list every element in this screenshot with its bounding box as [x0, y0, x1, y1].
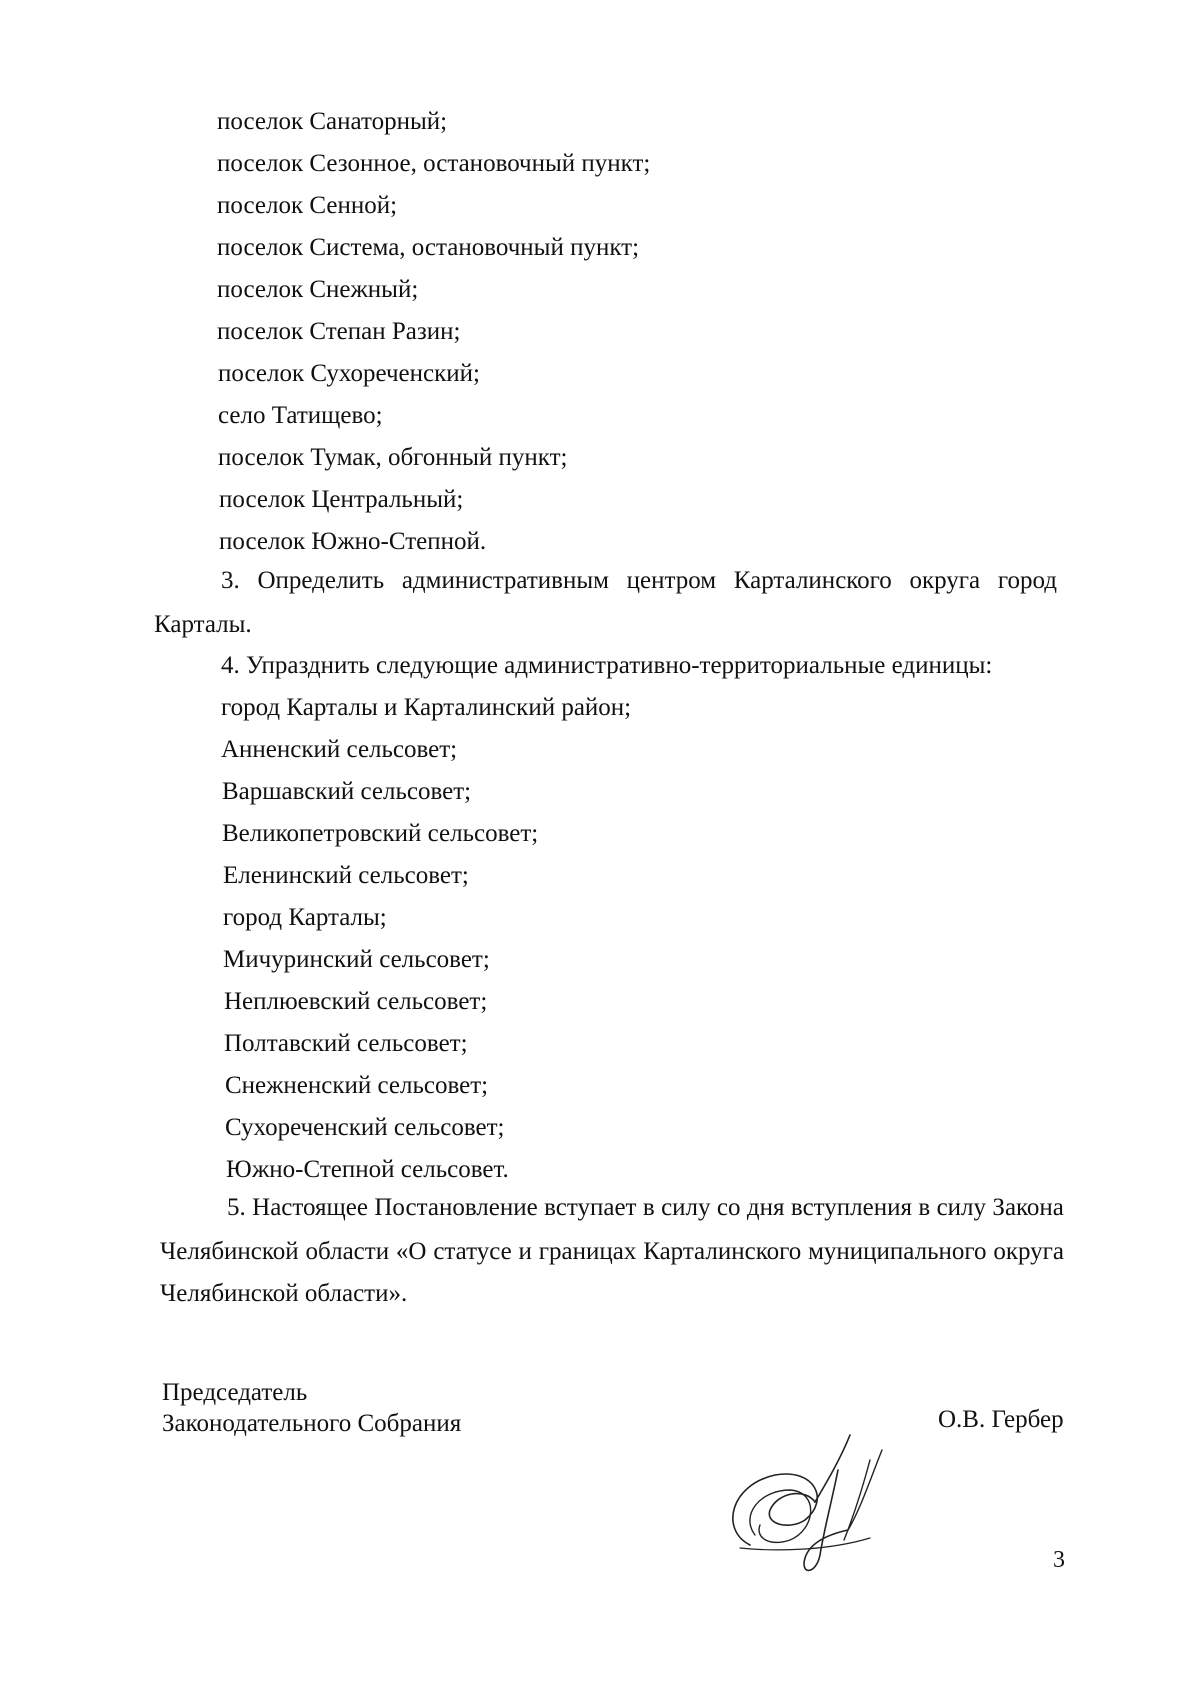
signature-stroke — [804, 1435, 850, 1570]
list-item: поселок Степан Разин; — [217, 318, 461, 345]
list-item: Мичуринский сельсовет; — [223, 946, 490, 973]
list-item: поселок Система, остановочный пункт; — [217, 234, 640, 261]
handwritten-signature — [720, 1430, 940, 1580]
list-item: Анненский сельсовет; — [221, 736, 458, 763]
signatory-title-line-2: Законодательного Собрания — [162, 1410, 462, 1437]
list-item: Еленинский сельсовет; — [223, 862, 469, 889]
list-item: поселок Санаторный; — [217, 108, 448, 135]
item-3-line-2: Карталы. — [154, 611, 252, 638]
list-item: поселок Южно-Степной. — [219, 528, 487, 555]
page-number: 3 — [1053, 1547, 1065, 1573]
item-5-line-1: 5. Настоящее Постановление вступает в силу со дня вступления в силу Закона — [227, 1194, 1064, 1221]
list-item: Сухореченский сельсовет; — [225, 1114, 505, 1141]
item-4-intro: 4. Упразднить следующие административно-территориальные единицы: — [221, 652, 993, 679]
signature-stroke — [740, 1538, 870, 1550]
signatory-name: О.В. Гербер — [938, 1406, 1064, 1433]
signatory-title-line-1: Председатель — [162, 1379, 308, 1406]
list-item: поселок Центральный; — [219, 486, 464, 513]
list-item: село Татищево; — [218, 402, 383, 429]
list-item: Варшавский сельсовет; — [222, 778, 472, 805]
list-item: поселок Снежный; — [217, 276, 419, 303]
list-item: Великопетровский сельсовет; — [222, 820, 539, 847]
list-item: город Карталы; — [223, 904, 387, 931]
signatory-title — [162, 1377, 461, 1439]
list-item: поселок Тумак, обгонный пункт; — [218, 444, 568, 471]
list-item: Снежненский сельсовет; — [225, 1072, 489, 1099]
list-item: город Карталы и Карталинский район; — [221, 694, 632, 721]
list-item: Неплюевский сельсовет; — [224, 988, 488, 1015]
list-item: Южно-Степной сельсовет. — [226, 1156, 509, 1183]
item-5-line-3: Челябинской области». — [160, 1280, 408, 1307]
signature-stroke — [844, 1450, 882, 1540]
list-item: Полтавский сельсовет; — [224, 1030, 468, 1057]
list-item: поселок Сезонное, остановочный пункт; — [217, 150, 651, 177]
item-5-line-2: Челябинской области «О статусе и границах Карталинского муниципального округа — [160, 1238, 1064, 1265]
item-3-line-1: 3. Определить административным центром Карталинского округа город — [221, 567, 1057, 594]
list-item: поселок Сухореченский; — [218, 360, 480, 387]
signature-stroke — [733, 1474, 817, 1545]
list-item: поселок Сенной; — [217, 192, 398, 219]
